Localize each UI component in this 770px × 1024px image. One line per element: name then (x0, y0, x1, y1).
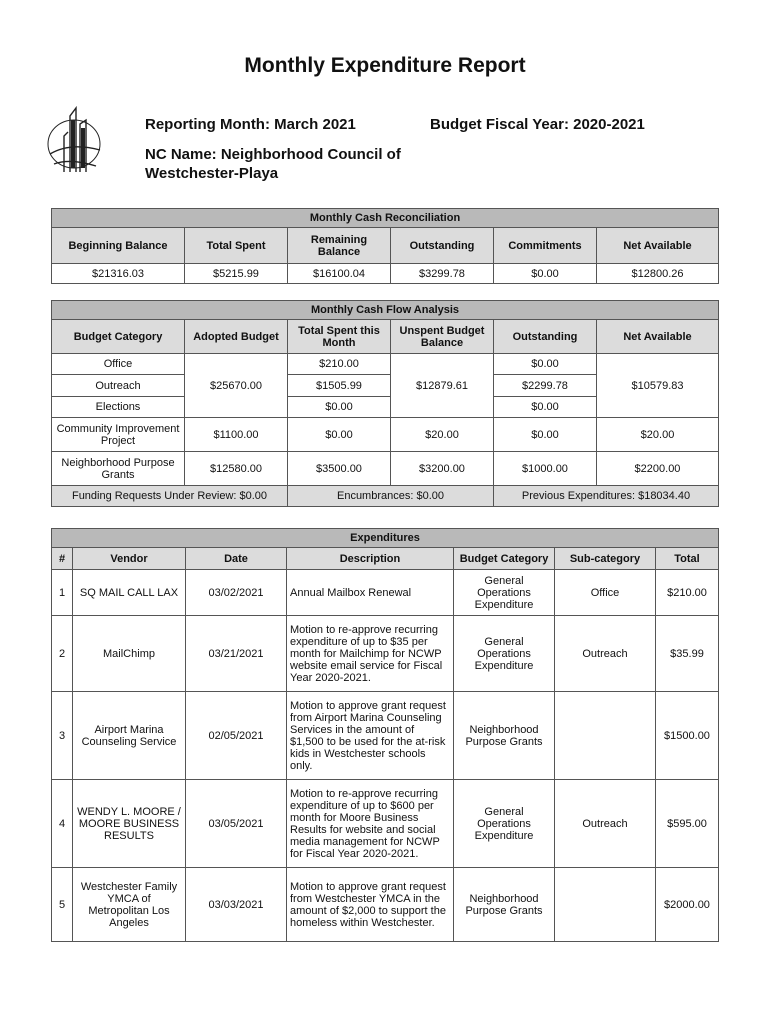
total: $2000.00 (656, 868, 719, 942)
col-date: Date (186, 548, 287, 570)
table-row (52, 780, 719, 868)
col-outstanding: Outstanding (391, 228, 494, 264)
date: 03/05/2021 (186, 780, 287, 868)
vendor: MailChimp (73, 616, 186, 692)
net-available-value: $12800.26 (597, 264, 719, 284)
npg-budget: $12580.00 (185, 452, 288, 486)
elections-outstanding: $0.00 (494, 397, 597, 418)
date: 03/03/2021 (186, 868, 287, 942)
description: Motion to re-approve recurring expenditure of up to $600 per month for Moore Business Results for website and social media management for NCWP for Fiscal Year 2020-2021. (287, 780, 454, 868)
budget-category: General Operations Expenditure (454, 780, 555, 868)
category-outreach: Outreach (52, 375, 185, 397)
city-seal-logo (40, 102, 112, 182)
subcategory: Outreach (555, 616, 656, 692)
cip-spent: $0.00 (288, 418, 391, 452)
subcategory (555, 692, 656, 780)
cip-net: $20.00 (597, 418, 719, 452)
col-vendor: Vendor (73, 548, 186, 570)
table-row (52, 418, 719, 452)
group-net-available: $10579.83 (597, 354, 719, 418)
col-total-spent: Total Spent (185, 228, 288, 264)
table-row (52, 570, 719, 616)
col-commitments: Commitments (494, 228, 597, 264)
date: 03/02/2021 (186, 570, 287, 616)
total: $595.00 (656, 780, 719, 868)
category-npg: Neighborhood Purpose Grants (52, 452, 185, 486)
outreach-spent: $1505.99 (288, 375, 391, 397)
npg-outstanding: $1000.00 (494, 452, 597, 486)
previous-expenditures: Previous Expenditures: $18034.40 (494, 486, 719, 507)
table-row (52, 452, 719, 486)
cip-unspent: $20.00 (391, 418, 494, 452)
cip-outstanding: $0.00 (494, 418, 597, 452)
cash-reconciliation-table (51, 208, 719, 284)
col-net-available: Net Available (597, 228, 719, 264)
col-number: # (52, 548, 73, 570)
row-number: 1 (52, 570, 73, 616)
col-total-spent-month: Total Spent this Month (288, 320, 391, 354)
col-description: Description (287, 548, 454, 570)
total: $210.00 (656, 570, 719, 616)
cash-flow-title: Monthly Cash Flow Analysis (52, 301, 719, 320)
expenditures-table (51, 528, 719, 942)
category-cip: Community Improvement Project (52, 418, 185, 452)
date: 03/21/2021 (186, 616, 287, 692)
col-outstanding: Outstanding (494, 320, 597, 354)
category-office: Office (52, 354, 185, 375)
npg-spent: $3500.00 (288, 452, 391, 486)
vendor: WENDY L. MOORE / MOORE BUSINESS RESULTS (73, 780, 186, 868)
col-subcategory: Sub-category (555, 548, 656, 570)
col-budget-category: Budget Category (454, 548, 555, 570)
npg-unspent: $3200.00 (391, 452, 494, 486)
description: Motion to approve grant request from Airport Marina Counseling Services in the amount of $1,500 to be used for the at-risk kids in Westchester schools only. (287, 692, 454, 780)
cash-reconciliation-title: Monthly Cash Reconciliation (52, 209, 719, 228)
commitments-value: $0.00 (494, 264, 597, 284)
col-net-available: Net Available (597, 320, 719, 354)
table-row (52, 616, 719, 692)
group-adopted-budget: $25670.00 (185, 354, 288, 418)
office-spent: $210.00 (288, 354, 391, 375)
col-unspent-budget: Unspent Budget Balance (391, 320, 494, 354)
beginning-balance-value: $21316.03 (52, 264, 185, 284)
outreach-outstanding: $2299.78 (494, 375, 597, 397)
subcategory (555, 868, 656, 942)
group-unspent-balance: $12879.61 (391, 354, 494, 418)
description: Motion to approve grant request from Westchester YMCA in the amount of $2,000 to support the homeless within Westchester. (287, 868, 454, 942)
row-number: 2 (52, 616, 73, 692)
total: $35.99 (656, 616, 719, 692)
table-row (52, 354, 719, 375)
table-row (52, 692, 719, 780)
col-remaining-balance: Remaining Balance (288, 228, 391, 264)
encumbrances: Encumbrances: $0.00 (288, 486, 494, 507)
vendor: SQ MAIL CALL LAX (73, 570, 186, 616)
elections-spent: $0.00 (288, 397, 391, 418)
col-total: Total (656, 548, 719, 570)
subcategory: Office (555, 570, 656, 616)
description: Annual Mailbox Renewal (287, 570, 454, 616)
funding-requests: Funding Requests Under Review: $0.00 (52, 486, 288, 507)
budget-category: Neighborhood Purpose Grants (454, 868, 555, 942)
budget-category: Neighborhood Purpose Grants (454, 692, 555, 780)
budget-fiscal-year: Budget Fiscal Year: 2020-2021 (430, 116, 645, 133)
vendor: Airport Marina Counseling Service (73, 692, 186, 780)
vendor: Westchester Family YMCA of Metropolitan Los Angeles (73, 868, 186, 942)
report-title: Monthly Expenditure Report (244, 54, 526, 77)
col-adopted-budget: Adopted Budget (185, 320, 288, 354)
office-outstanding: $0.00 (494, 354, 597, 375)
subcategory: Outreach (555, 780, 656, 868)
description: Motion to re-approve recurring expenditure of up to $35 per month for Mailchimp for NCWP website email service for Fiscal Year 2020-2021. (287, 616, 454, 692)
total: $1500.00 (656, 692, 719, 780)
nc-name-line-2: Westchester-Playa (145, 165, 279, 182)
date: 02/05/2021 (186, 692, 287, 780)
row-number: 5 (52, 868, 73, 942)
budget-category: General Operations Expenditure (454, 570, 555, 616)
nc-name-line-1: NC Name: Neighborhood Council of (145, 146, 401, 163)
expenditures-title: Expenditures (52, 529, 719, 548)
reporting-month: Reporting Month: March 2021 (145, 116, 356, 133)
outstanding-value: $3299.78 (391, 264, 494, 284)
category-elections: Elections (52, 397, 185, 418)
cash-flow-table (51, 300, 719, 507)
total-spent-value: $5215.99 (185, 264, 288, 284)
row-number: 3 (52, 692, 73, 780)
table-row (52, 868, 719, 942)
npg-net: $2200.00 (597, 452, 719, 486)
row-number: 4 (52, 780, 73, 868)
cip-budget: $1100.00 (185, 418, 288, 452)
remaining-balance-value: $16100.04 (288, 264, 391, 284)
budget-category: General Operations Expenditure (454, 616, 555, 692)
col-budget-category: Budget Category (52, 320, 185, 354)
col-beginning-balance: Beginning Balance (52, 228, 185, 264)
